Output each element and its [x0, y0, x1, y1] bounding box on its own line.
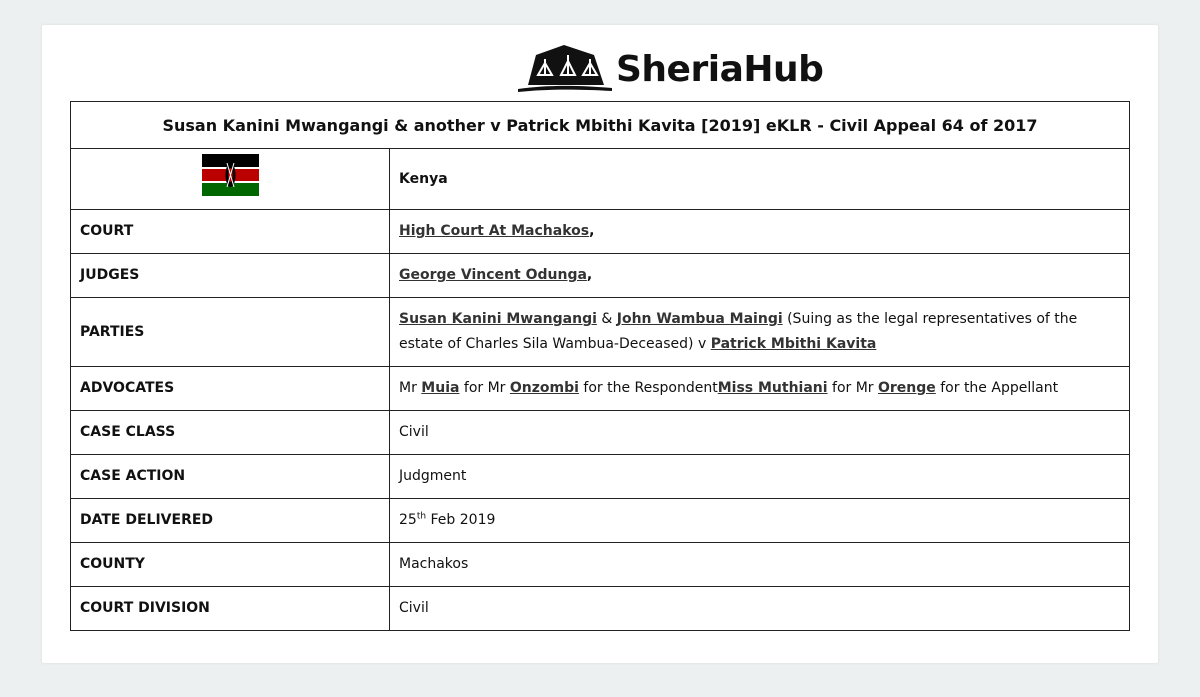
case-title: Susan Kanini Mwangangi & another v Patrick Mbithi Kavita [2019] eKLR - Civil Appeal 64 of 2017 [71, 102, 1130, 149]
advocate-link-1[interactable]: Muia [421, 380, 460, 396]
court-division-row [71, 587, 1130, 631]
advocates-text-4: for Mr [827, 380, 878, 396]
advocates-text-2: for Mr [459, 380, 510, 396]
judges-row [71, 254, 1130, 298]
advocates-text-1: Mr [399, 380, 422, 396]
country-name: Kenya [390, 149, 1130, 210]
parties-middle-text: (Suing as the legal representatives of the estate of Charles Sila Wambua-Deceased) v [399, 311, 1078, 352]
date-rest: Feb 2019 [426, 512, 496, 528]
judges-suffix: , [586, 267, 593, 283]
advocates-text-5: for the Appellant [935, 380, 1059, 396]
case-class-value: Civil [390, 411, 1130, 455]
court-label: COURT [71, 210, 390, 254]
judges-value [390, 254, 1130, 298]
country-row [71, 149, 1130, 210]
advocate-link-3[interactable]: Miss Muthiani [717, 380, 828, 396]
parties-sep: & [596, 311, 617, 327]
date-day: 25 [399, 512, 417, 528]
parties-row [71, 298, 1130, 367]
advocates-value [390, 367, 1130, 411]
advocate-link-4[interactable]: Orenge [878, 380, 936, 396]
advocates-text-3: for the Respondent [578, 380, 718, 396]
brand-name: SheriaHub [616, 48, 824, 90]
court-division-label: COURT DIVISION [71, 587, 390, 631]
case-action-label: CASE ACTION [71, 455, 390, 499]
parties-value [390, 298, 1130, 367]
advocates-row [71, 367, 1130, 411]
court-link[interactable]: High Court At Machakos [399, 223, 590, 239]
court-division-value: Civil [390, 587, 1130, 631]
county-row [71, 543, 1130, 587]
court-value [390, 210, 1130, 254]
case-class-label: CASE CLASS [71, 411, 390, 455]
advocate-link-2[interactable]: Onzombi [509, 380, 579, 396]
date-delivered-row [71, 499, 1130, 543]
date-delivered-value [390, 499, 1130, 543]
case-action-value: Judgment [390, 455, 1130, 499]
sheriahub-logo[interactable] [516, 43, 823, 95]
county-value: Machakos [390, 543, 1130, 587]
county-label: COUNTY [71, 543, 390, 587]
date-delivered-label: DATE DELIVERED [71, 499, 390, 543]
date-ordinal: th [416, 511, 427, 522]
case-class-row [71, 411, 1130, 455]
judge-link[interactable]: George Vincent Odunga [399, 267, 587, 283]
judges-label: JUDGES [71, 254, 390, 298]
court-suffix: , [589, 223, 595, 239]
party-link-3[interactable]: Patrick Mbithi Kavita [710, 336, 877, 352]
case-metadata-table [70, 101, 1130, 631]
court-row [71, 210, 1130, 254]
flag-cell [71, 149, 390, 210]
case-action-row [71, 455, 1130, 499]
parties-label: PARTIES [71, 298, 390, 367]
party-link-1[interactable]: Susan Kanini Mwangangi [399, 311, 597, 327]
party-link-2[interactable]: John Wambua Maingi [616, 311, 783, 327]
advocates-label: ADVOCATES [71, 367, 390, 411]
title-row [71, 102, 1130, 149]
scales-house-icon [516, 45, 614, 93]
kenya-flag-icon [202, 154, 259, 196]
